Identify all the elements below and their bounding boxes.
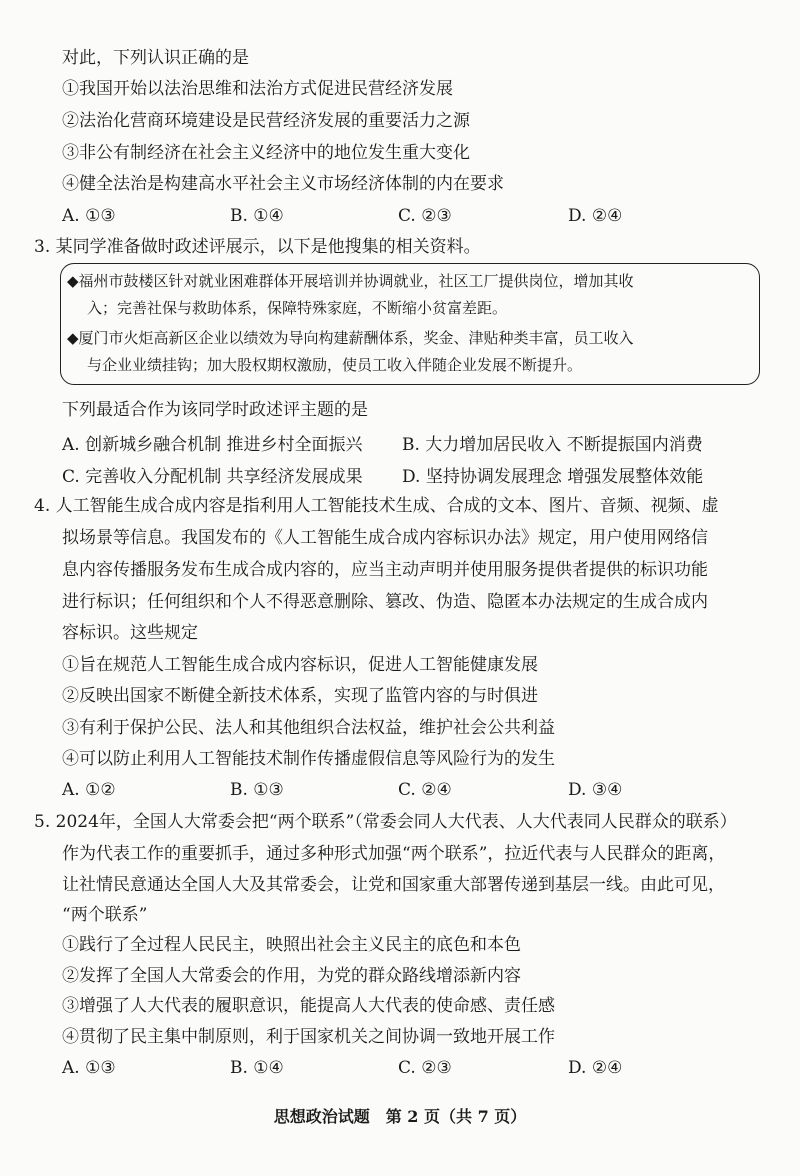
q2-option-c[interactable]: C. ②③	[398, 206, 452, 226]
q3-option-a[interactable]: A. 创新城乡融合机制 推进乡村全面振兴	[62, 435, 363, 455]
q5-options	[62, 1056, 762, 1080]
q3-material-line-4: 与企业业绩挂钩；加大股权期权激励，使员工收入伴随企业发展不断提升。	[87, 356, 583, 374]
q4-option-c[interactable]: C. ②④	[398, 780, 452, 800]
q5-stem-line-2: 作为代表工作的重要抓手，通过多种形式加强“两个联系”，拉近代表与人民群众的距离，	[62, 844, 726, 864]
q4-options	[62, 778, 762, 802]
q3-material-box	[60, 263, 760, 385]
q5-item-3: ③增强了人大代表的履职意识，能提高人大代表的使命感、责任感	[62, 996, 555, 1016]
q2-option-a[interactable]: A. ①③	[62, 206, 116, 226]
q5-item-4: ④贯彻了民主集中制原则，利于国家机关之间协调一致地开展工作	[62, 1027, 555, 1047]
q5-stem-line-4: “两个联系”	[62, 905, 148, 925]
q5-option-d[interactable]: D. ②④	[568, 1058, 623, 1078]
q3-options-row-2	[62, 462, 762, 486]
q2-item-4: ④健全法治是构建高水平社会主义市场经济体制的内在要求	[62, 174, 504, 194]
q4-stem-line-4: 进行标识；任何组织和个人不得恶意删除、篡改、伪造、隐匿本办法规定的生成合成内	[62, 592, 708, 612]
q5-option-a[interactable]: A. ①③	[62, 1058, 116, 1078]
q4-stem-line-3: 息内容传播服务发布生成合成内容的，应当主动声明并使用服务提供者提供的标识功能	[62, 560, 708, 580]
q3-material-line-1: ◆福州市鼓楼区针对就业困难群体开展培训并协调就业，社区工厂提供岗位，增加其收	[67, 272, 634, 290]
page-footer: 思想政治试题 第 2 页（共 7 页）	[273, 1107, 527, 1126]
q2-options	[62, 204, 762, 228]
q5-stem-line-3: 让社情民意通达全国人大及其常委会，让党和国家重大部署传递到基层一线。由此可见，	[62, 875, 725, 895]
q3-options-row-1	[62, 430, 762, 454]
q4-option-b[interactable]: B. ①③	[230, 780, 284, 800]
q4-option-d[interactable]: D. ③④	[568, 780, 623, 800]
q3-ask: 下列最适合作为该同学时政述评主题的是	[62, 400, 368, 420]
q4-stem-line-1: 4. 人工智能生成合成内容是指利用人工智能技术生成、合成的文本、图片、音频、视频、虚	[34, 496, 719, 516]
q2-stem: 对此，下列认识正确的是	[62, 48, 249, 68]
q3-material-line-2: 入；完善社保与救助体系，保障特殊家庭，不断缩小贫富差距。	[87, 299, 508, 317]
q4-option-a[interactable]: A. ①②	[62, 780, 116, 800]
q4-item-1: ①旨在规范人工智能生成合成内容标识，促进人工智能健康发展	[62, 655, 538, 675]
q3-option-b[interactable]: B. 大力增加居民收入 不断提振国内消费	[402, 435, 703, 455]
q4-item-3: ③有利于保护公民、法人和其他组织合法权益，维护社会公共利益	[62, 718, 555, 738]
q3-option-d[interactable]: D. 坚持协调发展理念 增强发展整体效能	[402, 467, 704, 487]
q3-option-c[interactable]: C. 完善收入分配机制 共享经济发展成果	[62, 467, 363, 487]
q4-stem-line-2: 拟场景等信息。我国发布的《人工智能生成合成内容标识办法》规定，用户使用网络信	[62, 528, 708, 548]
q2-item-1: ①我国开始以法治思维和法治方式促进民营经济发展	[62, 79, 453, 99]
q2-item-3: ③非公有制经济在社会主义经济中的地位发生重大变化	[62, 143, 470, 163]
q2-item-2: ②法治化营商环境建设是民营经济发展的重要活力之源	[62, 111, 470, 131]
q3-stem: 3. 某同学准备做时政述评展示，以下是他搜集的相关资料。	[34, 237, 481, 257]
q5-option-b[interactable]: B. ①④	[230, 1058, 284, 1078]
q5-item-2: ②发挥了全国人大常委会的作用，为党的群众路线增添新内容	[62, 966, 521, 986]
q4-item-4: ④可以防止利用人工智能技术制作传播虚假信息等风险行为的发生	[62, 749, 555, 769]
q3-material-line-3: ◆厦门市火炬高新区企业以绩效为导向构建薪酬体系，奖金、津贴种类丰富，员工收入	[67, 329, 634, 347]
q4-item-2: ②反映出国家不断健全新技术体系，实现了监管内容的与时俱进	[62, 686, 538, 706]
q4-stem-line-5: 容标识。这些规定	[62, 623, 198, 643]
q5-stem-line-1: 5. 2024年，全国人大常委会把“两个联系”（常委会同人大代表、人大代表同人民群众的联系）	[34, 812, 737, 832]
q2-option-d[interactable]: D. ②④	[568, 206, 623, 226]
q5-option-c[interactable]: C. ②③	[398, 1058, 452, 1078]
q2-option-b[interactable]: B. ①④	[230, 206, 284, 226]
q5-item-1: ①践行了全过程人民民主，映照出社会主义民主的底色和本色	[62, 935, 521, 955]
